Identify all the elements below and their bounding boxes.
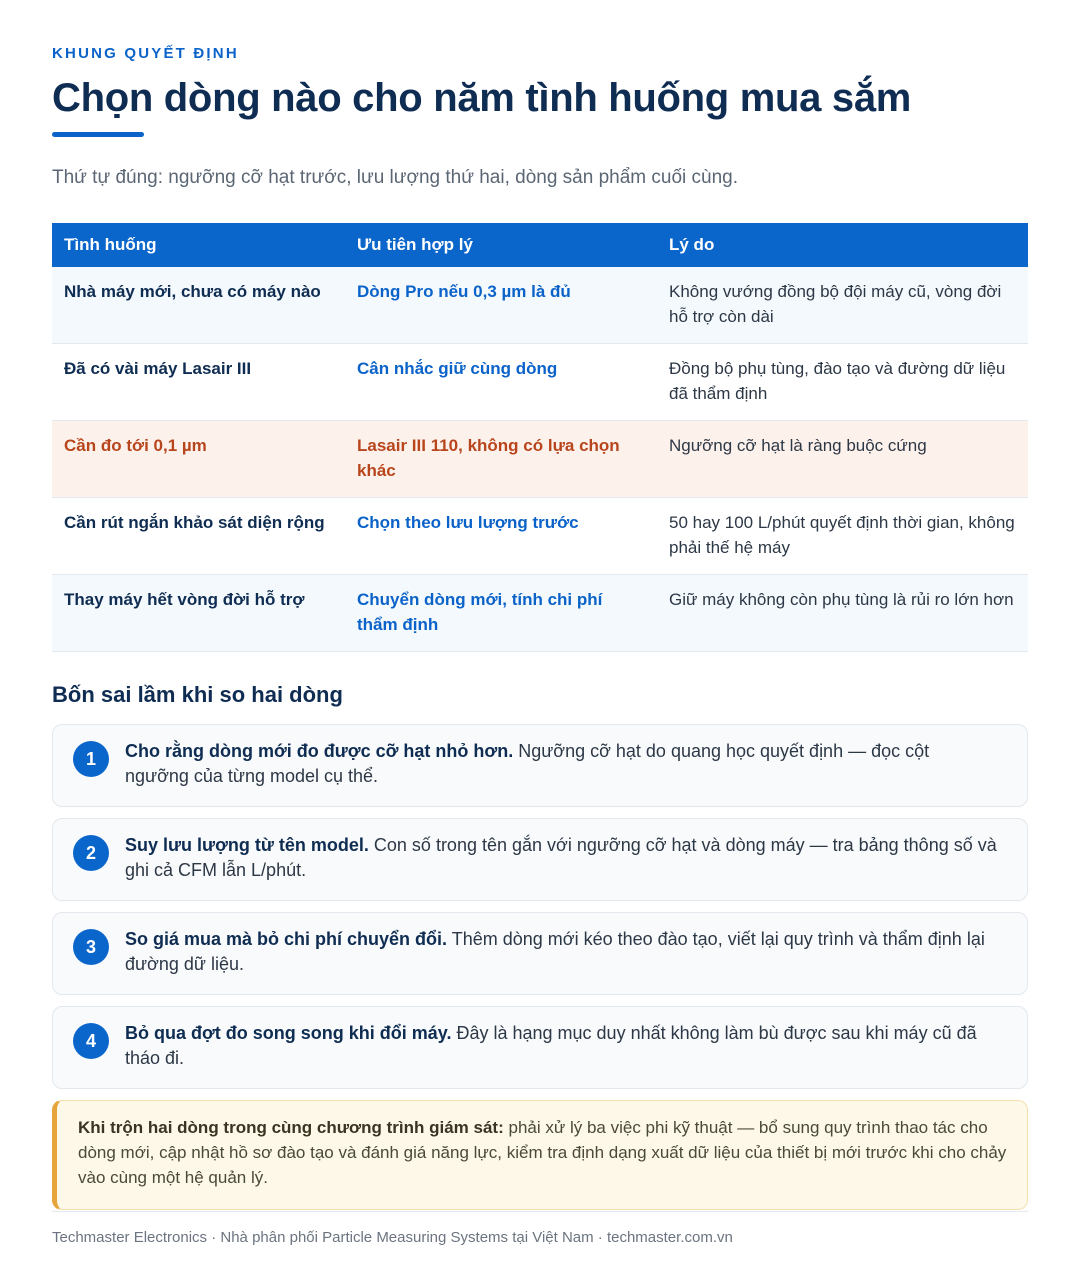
mistake-text bbox=[125, 739, 997, 789]
cell-reason: Đồng bộ phụ tùng, đào tạo và đường dữ liệu đã thẩm định bbox=[657, 344, 1028, 421]
note-heading: Khi trộn hai dòng trong cùng chương trình giám sát: bbox=[78, 1118, 504, 1137]
cell-priority: Cân nhắc giữ cùng dòng bbox=[345, 344, 657, 421]
cell-situation: Cần rút ngắn khảo sát diện rộng bbox=[52, 498, 345, 575]
cell-reason: Giữ máy không còn phụ tùng là rủi ro lớn hơn bbox=[657, 575, 1028, 652]
mistakes-list bbox=[52, 724, 1028, 1089]
table-row-highlighted bbox=[52, 421, 1028, 498]
cell-priority: Lasair III 110, không có lựa chọn khác bbox=[345, 421, 657, 498]
page-title: Chọn dòng nào cho năm tình huống mua sắm bbox=[52, 76, 912, 120]
number-badge: 4 bbox=[73, 1023, 109, 1059]
intro-text: Thứ tự đúng: ngưỡng cỡ hạt trước, lưu lượng thứ hai, dòng sản phẩm cuối cùng. bbox=[52, 167, 739, 188]
mistake-heading: Bỏ qua đợt đo song song khi đổi máy. bbox=[125, 1023, 452, 1043]
cell-priority: Dòng Pro nếu 0,3 µm là đủ bbox=[345, 267, 657, 344]
table-header-row bbox=[52, 223, 1028, 267]
mistake-heading: So giá mua mà bỏ chi phí chuyển đổi. bbox=[125, 929, 448, 949]
cell-reason: Không vướng đồng bộ đội máy cũ, vòng đời hỗ trợ còn dài bbox=[657, 267, 1028, 344]
number-badge: 3 bbox=[73, 929, 109, 965]
mistake-body: Con số trong tên gắn với ngưỡng cỡ hạt và dòng máy — tra bảng thông số và ghi cả CFM lẫn L/phút. bbox=[125, 835, 997, 880]
mistake-text bbox=[125, 927, 997, 977]
cell-situation: Đã có vài máy Lasair III bbox=[52, 344, 345, 421]
mistake-card bbox=[52, 724, 1028, 807]
number-badge: 1 bbox=[73, 741, 109, 777]
mistake-card bbox=[52, 912, 1028, 995]
mistakes-title: Bốn sai lầm khi so hai dòng bbox=[52, 682, 343, 707]
callout-note bbox=[52, 1100, 1028, 1210]
mistake-body: Ngưỡng cỡ hạt do quang học quyết định — đọc cột ngưỡng của từng model cụ thể. bbox=[125, 741, 930, 786]
cell-reason: Ngưỡng cỡ hạt là ràng buộc cứng bbox=[657, 421, 1028, 498]
footer-text: Techmaster Electronics · Nhà phân phối Particle Measuring Systems tại Việt Nam · techmaster.com.vn bbox=[52, 1229, 733, 1246]
mistake-text bbox=[125, 833, 997, 883]
footer bbox=[52, 1211, 1028, 1246]
table-row bbox=[52, 498, 1028, 575]
page bbox=[52, 44, 1028, 1210]
column-header-reason: Lý do bbox=[657, 223, 1028, 267]
cell-situation: Thay máy hết vòng đời hỗ trợ bbox=[52, 575, 345, 652]
cell-situation: Cần đo tới 0,1 µm bbox=[52, 421, 345, 498]
mistake-heading: Suy lưu lượng từ tên model. bbox=[125, 835, 369, 855]
mistake-text bbox=[125, 1021, 997, 1071]
mistake-card bbox=[52, 1006, 1028, 1089]
cell-reason: 50 hay 100 L/phút quyết định thời gian, không phải thế hệ máy bbox=[657, 498, 1028, 575]
mistake-heading: Cho rằng dòng mới đo được cỡ hạt nhỏ hơn. bbox=[125, 741, 514, 761]
mistake-card bbox=[52, 818, 1028, 901]
table-row bbox=[52, 575, 1028, 652]
table-row bbox=[52, 344, 1028, 421]
title-underline bbox=[52, 132, 144, 137]
cell-priority: Chuyển dòng mới, tính chi phí thẩm định bbox=[345, 575, 657, 652]
cell-situation: Nhà máy mới, chưa có máy nào bbox=[52, 267, 345, 344]
decision-table bbox=[52, 223, 1028, 652]
cell-priority: Chọn theo lưu lượng trước bbox=[345, 498, 657, 575]
number-badge: 2 bbox=[73, 835, 109, 871]
table-row bbox=[52, 267, 1028, 344]
column-header-situation: Tình huống bbox=[52, 223, 345, 267]
mistake-body: Thêm dòng mới kéo theo đào tạo, viết lại quy trình và thẩm định lại đường dữ liệu. bbox=[125, 929, 985, 974]
column-header-priority: Ưu tiên hợp lý bbox=[345, 223, 657, 267]
note-body: phải xử lý ba việc phi kỹ thuật — bổ sung quy trình thao tác cho dòng mới, cập nhật hồ sơ đào tạo và đánh giá năng lực, kiểm tra định dạng xuất dữ liệu của thiết bị mới trước khi cho chảy vào cùng một hệ quản lý. bbox=[78, 1118, 1007, 1187]
eyebrow: KHUNG QUYẾT ĐỊNH bbox=[52, 45, 239, 62]
mistake-body: Đây là hạng mục duy nhất không làm bù được sau khi máy cũ đã tháo đi. bbox=[125, 1023, 977, 1068]
